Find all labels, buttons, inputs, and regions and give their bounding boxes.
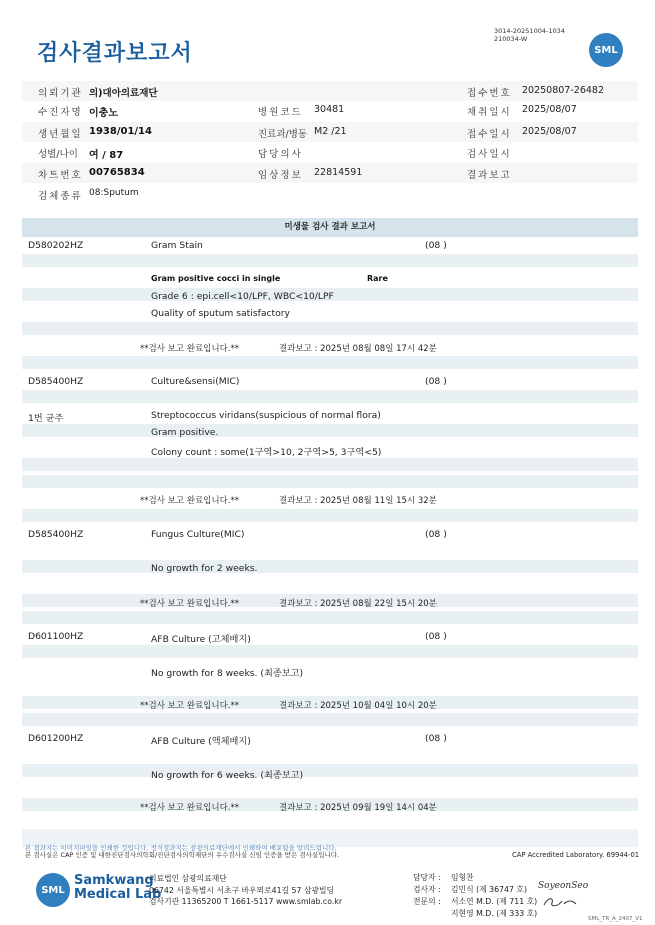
culture-name: Culture&sensi(MIC): [151, 376, 240, 387]
chart-no-value: 00765834: [89, 167, 145, 178]
lab-org: 의료법인 삼광의료재단: [149, 874, 227, 883]
specialist-value1: 서소연 M.D. (제 711 호): [451, 897, 538, 906]
afb-solid-done: **검사 보고 완료입니다.**: [140, 701, 240, 711]
print-notice: 본 결과지는 이미지파일을 인쇄한 것입니다. 정식결과지는 삼광의료재단에서 인쇄하여 배포됨을 알려드립니다.: [25, 844, 337, 852]
brand-line2: Medical Lab: [74, 887, 162, 902]
handler-value: 임형찬: [451, 873, 474, 882]
culture-org-label: 1번 균주: [28, 413, 64, 424]
afb-liquid-code: D601200HZ: [28, 733, 84, 744]
fungus-code: D585400HZ: [28, 529, 84, 540]
gram-line2: Quality of sputum satisfactory: [151, 308, 290, 319]
cap-accreditation: CAP Accredited Laboratory. 69944-01: [512, 851, 640, 859]
chart-no-label: 차트번호: [38, 170, 83, 181]
collection-date-label: 채취일시: [467, 107, 512, 118]
fungus-line1: No growth for 2 weeks.: [151, 563, 258, 574]
signature-seo: SoyeonSeo: [538, 881, 589, 891]
stripe: [22, 424, 638, 437]
gram-report-time: 결과보고 : 2025년 08월 08일 17시 42분: [279, 344, 437, 354]
gram-finding-qty: Rare: [367, 274, 388, 283]
sex-age-value: 여 / 87: [89, 150, 124, 161]
afb-solid-spec: (08 ): [425, 631, 447, 642]
culture-done: **검사 보고 완료입니다.**: [140, 496, 240, 506]
doctor-label: 담당의사: [258, 149, 303, 160]
specimen-label: 검체종류: [38, 191, 83, 202]
afb-liquid-done: **검사 보고 완료입니다.**: [140, 803, 240, 813]
hospital-code-label: 병원코드: [258, 107, 303, 118]
specialist-label: 전문의 :: [413, 897, 441, 906]
sml-logo-icon: SML: [36, 873, 70, 907]
culture-spec: (08 ): [425, 376, 447, 387]
sml-logo-icon: SML: [589, 33, 623, 67]
accreditation-notice: 본 검사실은 CAP 인증 및 대한진단검사의학회/진단검사의학재단의 우수검사실 신임 인증을 받은 검사실입니다.: [25, 851, 340, 859]
gram-finding: Gram positive cocci in single: [151, 274, 281, 283]
requester-value: 의)대아의료재단: [89, 88, 158, 99]
hospital-code-value: 30481: [314, 104, 345, 115]
report-title: 검사결과보고서: [37, 41, 193, 66]
lab-address: [149, 873, 342, 908]
receipt-date-value: 2025/08/07: [522, 126, 577, 137]
tester-value: 김민식 (제 36747 호): [451, 885, 527, 894]
stripe: [22, 509, 638, 522]
stripe: [22, 611, 638, 624]
gram-line1: Grade 6 : epi.cell<10/LPF, WBC<10/LPF: [151, 291, 334, 302]
gram-code: D580202HZ: [28, 240, 84, 251]
specialist-value2: 지현영 M.D. (제 333 호): [451, 909, 538, 918]
gram-done: **검사 보고 완료입니다.**: [140, 344, 240, 354]
clinical-label: 임상정보: [258, 170, 303, 181]
requester-label: 의뢰기관: [38, 88, 83, 99]
stripe: [22, 254, 638, 267]
afb-solid-code: D601100HZ: [28, 631, 84, 642]
dept-value: M2 /21: [314, 126, 347, 137]
culture-report-time: 결과보고 : 2025년 08월 11일 15시 32분: [279, 496, 437, 506]
test-date-label: 검사일시: [467, 149, 512, 160]
handler-label: 담당자 :: [413, 873, 441, 882]
form-code: SML_TR_A_2407_V1: [588, 916, 643, 922]
afb-liquid-report-time: 결과보고 : 2025년 09월 19일 14시 04분: [279, 803, 437, 813]
afb-solid-line1: No growth for 8 weeks. (최종보고): [151, 668, 304, 679]
culture-line1: Streptococcus viridans(suspicious of normal flora): [151, 410, 381, 421]
culture-line2: Gram positive.: [151, 427, 219, 438]
stripe: [22, 390, 638, 403]
afb-solid-name: AFB Culture (고체배지): [151, 634, 251, 645]
lab-contact: 검사기관 11365200 T 1661-5117 www.smlab.co.kr: [149, 897, 343, 906]
document-id-line2: 210034-W: [494, 35, 528, 43]
afb-liquid-name: AFB Culture (액체배지): [151, 736, 251, 747]
fungus-report-time: 결과보고 : 2025년 08월 22일 15시 20분: [279, 599, 437, 609]
patient-label: 수진자명: [38, 107, 83, 118]
afb-liquid-line1: No growth for 6 weeks. (최종보고): [151, 770, 304, 781]
gram-name: Gram Stain: [151, 240, 203, 251]
accession-value: 20250807-26482: [522, 85, 605, 96]
afb-solid-report-time: 결과보고 : 2025년 10월 04일 10시 20분: [279, 701, 437, 711]
dob-value: 1938/01/14: [89, 126, 152, 137]
brand-line1: Samkwang: [74, 873, 154, 888]
stripe: [22, 560, 638, 573]
specimen-value: 08:Sputum: [89, 188, 139, 198]
stripe: [22, 645, 638, 658]
lab-street: 06742 서울특별시 서초구 바우뫼로41길 57 삼광빌딩: [149, 885, 335, 895]
receipt-date-label: 접수일시: [467, 129, 512, 140]
document-id-line1: 3014-20251004-1034: [494, 27, 565, 35]
collection-date-value: 2025/08/07: [522, 104, 577, 115]
dob-label: 생년월일: [38, 129, 83, 140]
fungus-done: **검사 보고 완료입니다.**: [140, 599, 240, 609]
afb-liquid-spec: (08 ): [425, 733, 447, 744]
tester-label: 검사자 :: [413, 885, 441, 894]
stripe: [22, 356, 638, 369]
clinical-value: 22814591: [314, 167, 363, 178]
signature-ji-icon: [540, 895, 580, 909]
stripe: [22, 764, 638, 777]
fungus-name: Fungus Culture(MIC): [151, 529, 245, 540]
culture-line3: Colony count : some(1구역>10, 2구역>5, 3구역<5): [151, 447, 382, 458]
culture-code: D585400HZ: [28, 376, 84, 387]
patient-value: 이충노: [89, 108, 118, 119]
dept-label: 진료과/병동: [258, 129, 308, 140]
section-header: 미생물 검사 결과 보고서: [22, 218, 638, 237]
report-label: 결과보고: [467, 170, 512, 181]
document-id: [494, 27, 565, 43]
sex-age-label: 성별/나이: [38, 149, 78, 160]
accession-label: 접수번호: [467, 88, 512, 99]
stripe: [22, 322, 638, 335]
stripe: [22, 713, 638, 726]
stripe: [22, 458, 638, 471]
fungus-spec: (08 ): [425, 529, 447, 540]
stripe: [22, 475, 638, 488]
gram-spec: (08 ): [425, 240, 447, 251]
